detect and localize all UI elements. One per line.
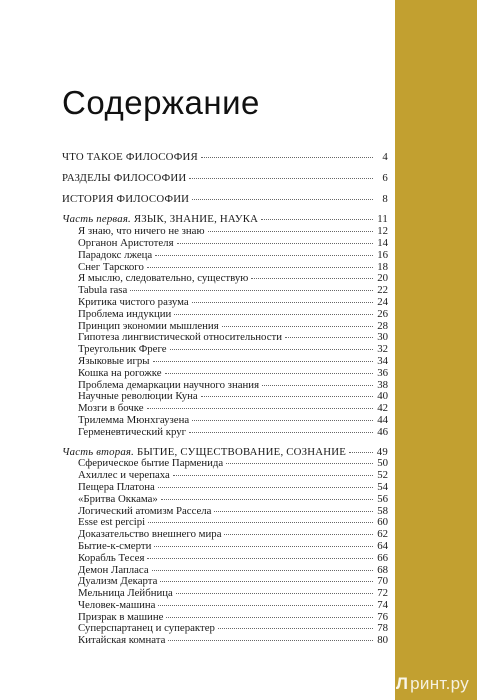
toc-item-title: Esse est percipi (78, 516, 146, 529)
dot-leader (201, 396, 373, 397)
toc-item-page: 66 (377, 551, 388, 564)
toc-item-title: Гипотеза лингвистической относительности (78, 331, 282, 344)
toc-item-title: Китайская комната (78, 634, 166, 647)
toc-item-page: 16 (377, 248, 388, 261)
toc-part-page: 49 (376, 445, 388, 458)
toc-item-page: 76 (377, 610, 388, 623)
toc-item-page: 30 (377, 331, 388, 344)
toc-item-title: Критика чистого разума (78, 295, 189, 308)
dot-leader (152, 570, 373, 571)
dot-leader (147, 408, 373, 409)
toc-item-page: 28 (377, 319, 388, 332)
toc-item[interactable] (62, 553, 388, 565)
part-prefix: Часть первая. (62, 213, 131, 226)
toc-item-title: Демон Лапласа (78, 563, 149, 576)
gold-sidebar-band (395, 0, 477, 700)
toc-item-title: Я мыслю, следовательно, существую (78, 272, 249, 285)
toc-item[interactable] (62, 238, 388, 250)
toc-item-page: 22 (377, 284, 388, 297)
toc-item-title: Бытие-к-смерти (78, 539, 152, 552)
page-title: Содержание (62, 84, 260, 122)
dot-leader (165, 373, 373, 374)
dot-leader (168, 640, 373, 641)
part-prefix: Часть вторая. (62, 445, 135, 458)
toc-item[interactable] (62, 427, 388, 439)
site-watermark (396, 674, 469, 694)
toc-item-title: Ахиллес и черепаха (78, 469, 170, 482)
toc-item-title: Парадокс лжеца (78, 248, 153, 261)
toc-item-title: Человек-машина (78, 598, 156, 611)
toc-entry-page: 8 (382, 192, 388, 205)
dot-leader (160, 581, 373, 582)
toc-item-title: Мельница Лейбница (78, 587, 173, 600)
dot-leader (201, 157, 373, 158)
dot-leader (224, 534, 373, 535)
dot-leader (189, 178, 373, 179)
toc-item-title: Проблема демаркации научного знания (78, 378, 260, 391)
toc-item[interactable] (62, 368, 388, 380)
toc-main-entry[interactable] (62, 194, 388, 206)
toc-item-page: 56 (377, 492, 388, 505)
toc-entry-page: 6 (382, 171, 388, 184)
toc-item-title: Научные революции Куна (78, 390, 198, 403)
toc-item[interactable] (62, 297, 388, 309)
toc-item[interactable] (62, 415, 388, 427)
dot-leader (222, 326, 373, 327)
toc-item-title: Логический атомизм Рассела (78, 504, 212, 517)
toc-entry-title: ИСТОРИЯ ФИЛОСОФИИ (62, 192, 190, 205)
toc-item-title: Суперспартанец и суперактер (78, 622, 215, 635)
toc-item-page: 32 (377, 343, 388, 356)
toc-item-title: Сферическое бытие Парменида (78, 457, 224, 470)
toc-item-title: «Бритва Оккама» (78, 492, 158, 505)
dot-leader (153, 361, 373, 362)
dot-leader (174, 314, 373, 315)
part-title-text: ЯЗЫК, ЗНАНИЕ, НАУКА (133, 213, 259, 226)
toc-entry-page: 4 (382, 151, 388, 163)
toc-item-page: 70 (377, 575, 388, 588)
toc-item-page: 42 (377, 402, 388, 415)
toc-item-title: Трилемма Мюнхгаузена (78, 413, 190, 426)
toc-item-page: 40 (377, 390, 388, 403)
toc-item-title: Я знаю, что ничего не знаю (78, 225, 205, 238)
toc-item-title: Мозги в бочке (78, 402, 144, 415)
toc-main-entry[interactable] (62, 173, 388, 185)
dot-leader (192, 302, 373, 303)
toc-item-page: 80 (377, 634, 388, 647)
dot-leader (166, 617, 373, 618)
dot-leader (161, 499, 373, 500)
toc-item-page: 52 (377, 469, 388, 482)
dot-leader (154, 546, 373, 547)
toc-item-page: 46 (377, 425, 388, 438)
dot-leader (189, 432, 373, 433)
dot-leader (177, 243, 373, 244)
dot-leader (155, 255, 373, 256)
toc-item-page: 34 (377, 354, 388, 367)
toc-item[interactable] (62, 635, 388, 647)
toc-item-title: Снег Тарского (78, 260, 144, 273)
toc-entry-title: ЧТО ТАКОЕ ФИЛОСОФИЯ (62, 151, 198, 163)
part-title-text: БЫТИЕ, СУЩЕСТВОВАНИЕ, СОЗНАНИЕ (136, 445, 347, 458)
toc-item-page: 58 (377, 504, 388, 517)
toc-entry-title: РАЗДЕЛЫ ФИЛОСОФИИ (62, 171, 187, 184)
toc-item-page: 24 (377, 295, 388, 308)
toc-item-title: Кошка на рогожке (78, 366, 162, 379)
toc-item-page: 18 (377, 260, 388, 273)
toc-item-page: 44 (377, 413, 388, 426)
dot-leader (192, 199, 373, 200)
toc-item[interactable] (62, 541, 388, 553)
dot-leader (158, 605, 373, 606)
watermark-badge: Л (395, 674, 409, 693)
toc-item-page: 72 (377, 587, 388, 600)
toc-main-entry[interactable] (62, 152, 388, 164)
toc-item-page: 50 (377, 457, 388, 470)
dot-leader (262, 385, 373, 386)
dot-leader (214, 511, 373, 512)
dot-leader (251, 278, 373, 279)
toc-item-page: 26 (377, 307, 388, 320)
table-of-contents (62, 152, 388, 647)
toc-item-title: Языковые игры (78, 354, 150, 367)
toc-item-title: Tabula rasa (78, 284, 128, 297)
toc-item-title: Принцип экономии мышления (78, 319, 219, 332)
toc-item-title: Корабль Тесея (78, 551, 145, 564)
toc-item-title: Герменевтический круг (78, 425, 187, 438)
toc-item[interactable] (62, 600, 388, 612)
watermark-text: ринт.ру (410, 674, 469, 693)
dot-leader (192, 420, 373, 421)
toc-item-page: 54 (377, 480, 388, 493)
dot-leader (147, 558, 373, 559)
toc-item-title: Треугольник Фреге (78, 343, 167, 356)
toc-item-page: 74 (377, 598, 388, 611)
toc-item-page: 64 (377, 539, 388, 552)
toc-item[interactable] (62, 250, 388, 262)
toc-item-page: 38 (377, 378, 388, 391)
toc-item[interactable] (62, 356, 388, 368)
dot-leader (208, 231, 373, 232)
dot-leader (285, 337, 373, 338)
dot-leader (147, 267, 373, 268)
dot-leader (130, 290, 373, 291)
dot-leader (158, 487, 373, 488)
dot-leader (148, 522, 373, 523)
toc-item-title: Доказательство внешнего мира (78, 528, 222, 541)
dot-leader (261, 219, 373, 220)
toc-item-title: Проблема индукции (78, 307, 172, 320)
toc-part-page: 11 (377, 213, 388, 226)
toc-item-page: 78 (377, 622, 388, 635)
toc-item-page: 20 (377, 272, 388, 285)
dot-leader (226, 463, 373, 464)
dot-leader (170, 349, 373, 350)
toc-item-page: 60 (377, 516, 388, 529)
toc-item-title: Дуализм Декарта (78, 575, 158, 588)
toc-item-page: 62 (377, 528, 388, 541)
toc-item-page: 12 (377, 225, 388, 238)
toc-item-page: 36 (377, 366, 388, 379)
toc-item[interactable] (62, 482, 388, 494)
toc-item[interactable] (62, 494, 388, 506)
toc-item-page: 68 (377, 563, 388, 576)
toc-item-title: Органон Аристотеля (78, 236, 174, 249)
dot-leader (176, 593, 373, 594)
dot-leader (349, 452, 373, 453)
toc-item[interactable] (62, 309, 388, 321)
dot-leader (218, 628, 373, 629)
toc-item-page: 14 (377, 236, 388, 249)
toc-item-title: Призрак в машине (78, 610, 164, 623)
dot-leader (173, 475, 373, 476)
toc-item-title: Пещера Платона (78, 480, 155, 493)
